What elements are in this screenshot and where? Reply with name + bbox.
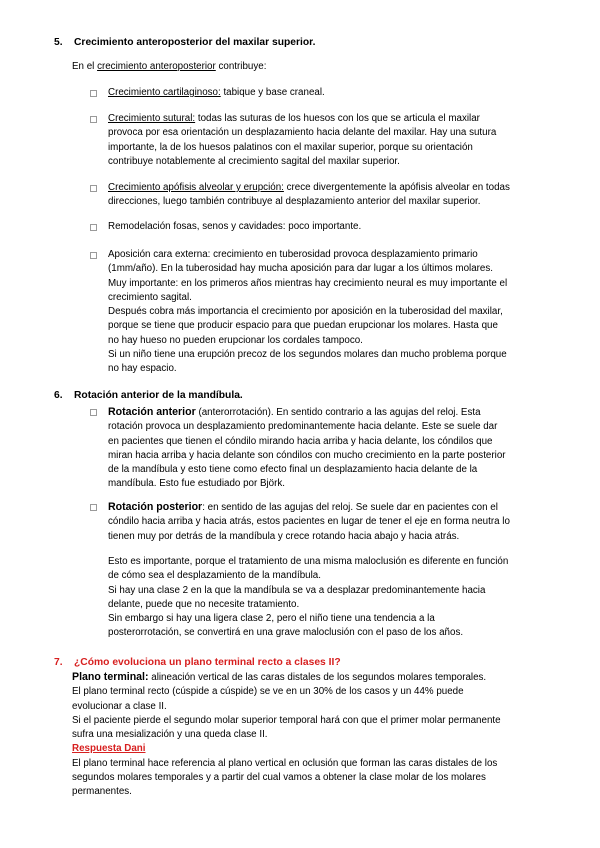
item-text: miran hacia arriba y hacia delante son cóndilos con mucho crecimiento en la parte posterior (108, 449, 506, 461)
bullet-checkbox (90, 116, 97, 123)
item-text: no hay espacio. (108, 363, 177, 375)
section-6-number: 6. (54, 390, 63, 401)
item-text: todas las suturas de los huesos con los que se articula el maxilar (195, 113, 480, 124)
s6-item-rotacion-anterior (108, 405, 561, 492)
section-6-title: Rotación anterior de la mandíbula. (74, 390, 243, 401)
note-text: posterorrotación, se convertirá en una grave maloclusión con el paso de los años. (108, 627, 464, 639)
item-text: crece divergentemente la apófisis alveolar en todas (283, 182, 510, 193)
item-text: tabique y base craneal. (220, 87, 325, 98)
item-text: mandíbula. Esto fue estudiado por Björk. (108, 478, 285, 490)
s5-item-aposicion (108, 248, 561, 377)
item-text: provoca por esa orientación un desplazamiento hacia delante del maxilar. Hay una sutura (108, 127, 497, 139)
note-text: Sin embargo si hay una ligera clase 2, pero el niño tiene una tendencia a la (108, 613, 435, 625)
section-5-heading (54, 37, 315, 48)
item-text: contribuye notablemente al crecimiento sagital del maxilar superior. (108, 155, 400, 167)
section-5-intro (72, 60, 266, 74)
item-label: Rotación anterior (108, 406, 196, 418)
paragraph-text: sufra una mesialización y una queda clase II. (72, 729, 268, 741)
item-text: rotación provoca un desplazamiento predominantemente hacia delante. Este se suele dar (108, 421, 498, 433)
s6-item-rotacion-posterior (108, 500, 561, 544)
item-text: de la mandíbula y esto tiene como efecto final un desplazamiento hacia delante de la (108, 464, 478, 476)
item-label: Crecimiento sutural: (108, 113, 196, 124)
note-text: Esto es importante, porque el tratamiento de una misma maloclusión es diferente en función (108, 556, 509, 567)
item-label: Rotación posterior (108, 501, 203, 513)
item-label: Crecimiento apófisis alveolar y erupción: (108, 182, 284, 193)
section-7-heading (54, 657, 341, 668)
item-text: porque se tiene que producir espacio para que puedan erupcionar los molares. Hasta que (108, 320, 498, 332)
section-6-heading (54, 390, 243, 401)
item-text: : en sentido de las agujas del reloj. Se suele dar en pacientes con el (202, 502, 498, 513)
item-text: (anterorrotación). En sentido contrario a las agujas del reloj. Esta (195, 407, 481, 418)
paragraph-text: El plano terminal recto (cúspide a cúspide) se ve en un 30% de los casos y un 44% puede (72, 686, 464, 698)
intro-text: En el (72, 61, 98, 72)
s5-item-remodelacion: Remodelación fosas, senos y cavidades: poco importante. (108, 221, 362, 232)
paragraph-text: evolucionar a clase II. (72, 700, 167, 712)
s7-body (72, 670, 561, 800)
bullet-checkbox (90, 504, 97, 511)
item-text: importante, la de los huesos palatinos con el maxilar superior, porque su orientación (108, 141, 473, 153)
section-7-title: ¿Cómo evoluciona un plano terminal recto a clases II? (74, 657, 341, 668)
note-text: delante, puede que no necesite tratamiento. (108, 598, 300, 610)
item-text: Si un niño tiene una erupción precoz de los segundos molares dan mucho problema porque (108, 349, 507, 361)
answer-text: permanentes. (72, 786, 132, 798)
item-text: cóndilo hacia arriba y hacia atrás, estos pacientes en lugar de tener el eje en forma neutra lo (108, 516, 510, 528)
section-7-number: 7. (54, 657, 63, 668)
note-text: Si hay una clase 2 en la que la mandíbula se va a desplazar predominantemente hacia (108, 584, 486, 596)
item-text: en pacientes que tienen el cóndilo mirando hacia arriba y hacia delante, los cóndilos que (108, 435, 493, 447)
bullet-checkbox (90, 224, 97, 231)
item-text: Aposición cara externa: crecimiento en tuberosidad provoca desplazamiento primario (108, 249, 478, 260)
answer-text: El plano terminal hace referencia al plano vertical en oclusión que forman las caras distales de los (72, 757, 498, 769)
answer-heading: Respuesta Dani (72, 743, 146, 755)
section-5-number: 5. (54, 37, 63, 48)
bullet-checkbox (90, 252, 97, 259)
definition-label: Plano terminal: (72, 671, 149, 683)
note-text: de cómo sea el desplazamiento de la mandíbula. (108, 570, 321, 582)
s5-item-cartilaginoso (108, 86, 325, 100)
item-text: Muy importante: en los primeros años mientras hay crecimiento neural es muy importante el (108, 277, 508, 289)
item-text: Después cobra más importancia el crecimiento por aposición en la tuberosidad del maxilar, (108, 306, 503, 318)
s6-notes (108, 555, 561, 641)
item-text: no hay hueso no pueden erupcionar los cordales tampoco. (108, 334, 363, 346)
item-text: tienen muy por detrás de la mandíbula y crece rotando hacia abajo y hacia atrás. (108, 530, 460, 542)
definition-text: alineación vertical de las caras distales de los segundos molares temporales. (148, 672, 487, 683)
item-text: direcciones, luego también contribuye al desplazamiento anterior del maxilar superior. (108, 196, 481, 208)
intro-underlined-term: crecimiento anteroposterior (97, 61, 216, 72)
s5-item-alveolar (108, 181, 561, 210)
item-text: (1mm/año). En la tuberosidad hay mucha aposición para dar lugar a los últimos molares. (108, 263, 493, 275)
intro-text-end: contribuye: (215, 61, 267, 72)
bullet-checkbox (90, 409, 97, 416)
section-5-title: Crecimiento anteroposterior del maxilar superior. (74, 37, 316, 48)
answer-text: segundos molares temporales y a partir del cual vamos a obtener la clase molar de los molares (72, 772, 486, 784)
item-label: Crecimiento cartilaginoso: (108, 87, 221, 98)
item-text: crecimiento sagital. (108, 291, 192, 303)
bullet-checkbox (90, 185, 97, 192)
s5-item-sutural (108, 112, 561, 169)
bullet-checkbox (90, 90, 97, 97)
paragraph-text: Si el paciente pierde el segundo molar superior temporal hará con que el primer molar permanente (72, 714, 501, 726)
